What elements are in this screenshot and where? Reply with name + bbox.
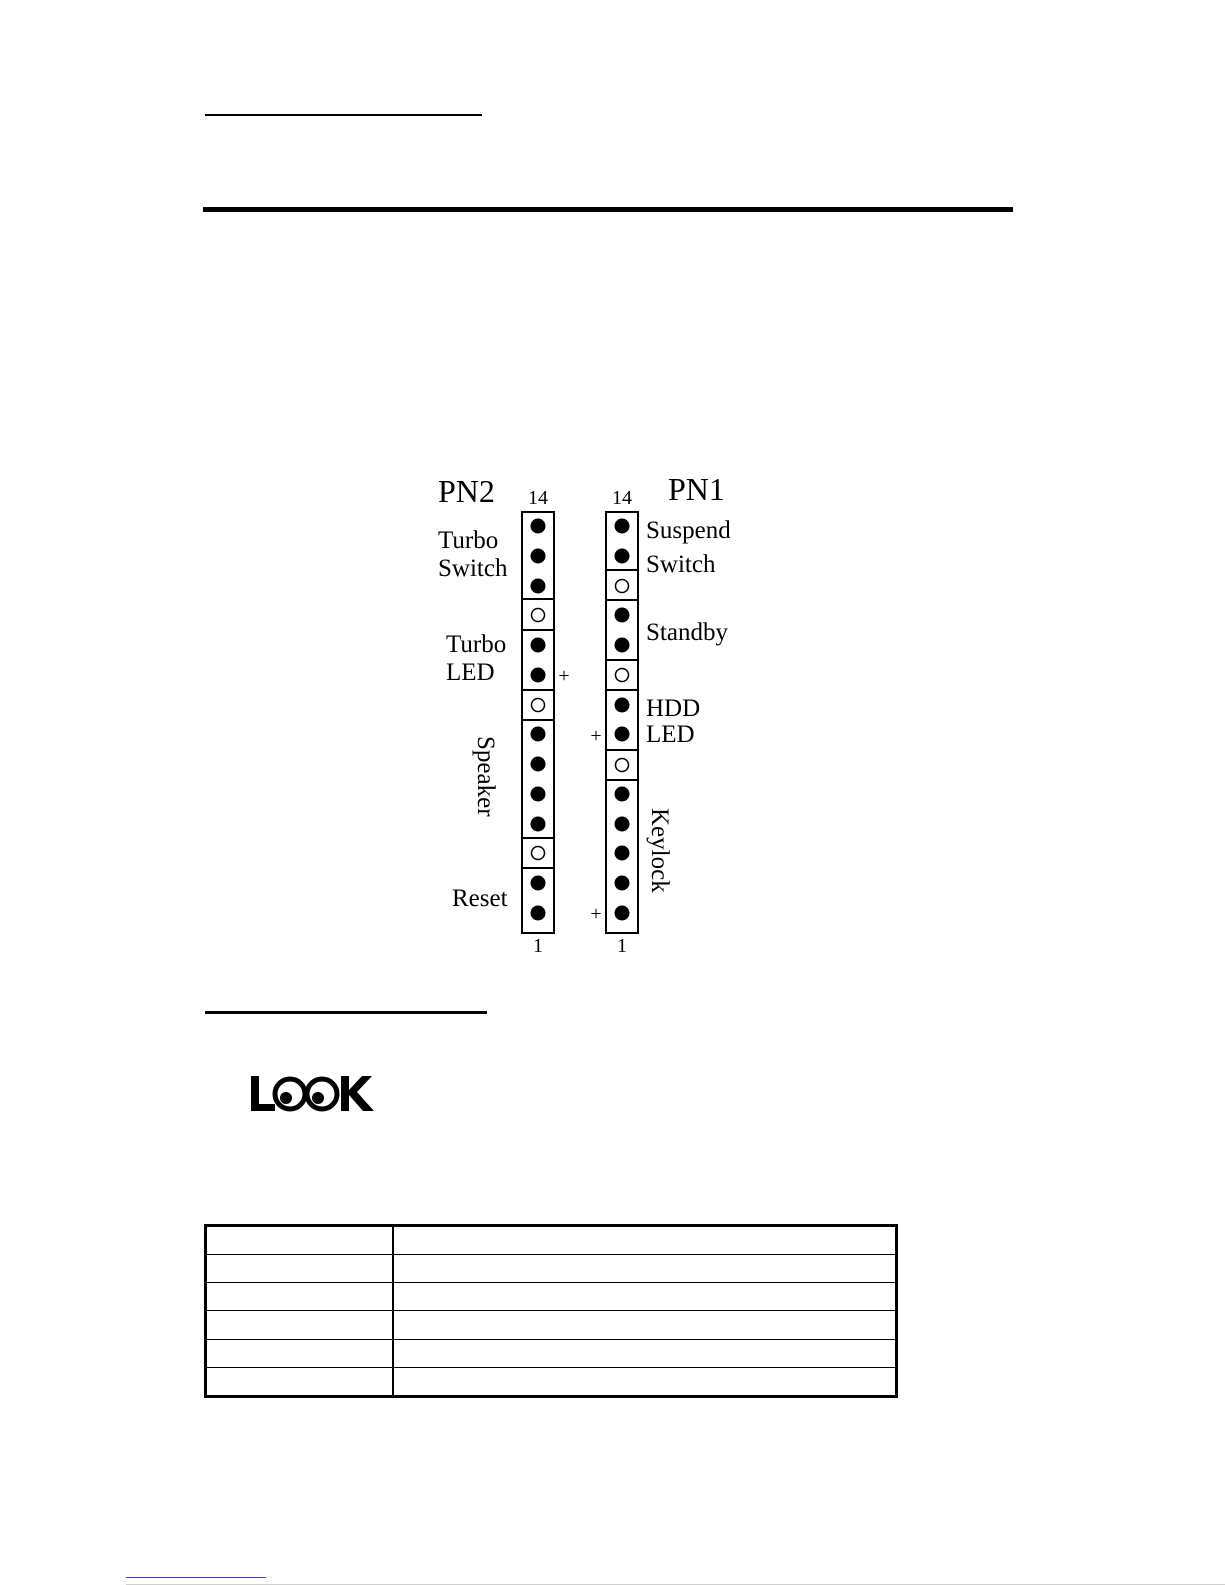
pn2-bottom-pin: 1 xyxy=(533,935,543,957)
pin xyxy=(615,787,630,802)
pin xyxy=(531,727,546,742)
pn2-title: PN2 xyxy=(438,473,495,509)
pn1-keylock-group xyxy=(606,780,638,933)
table-row xyxy=(206,1311,897,1339)
pn2-label-turbo-led-line2: LED xyxy=(446,659,495,686)
look-note-logo xyxy=(248,1070,380,1116)
pin xyxy=(531,876,546,891)
table-cell xyxy=(206,1283,394,1311)
table-cell xyxy=(206,1367,394,1396)
front-panel-connector-diagram xyxy=(380,460,820,980)
table-cell xyxy=(206,1311,394,1339)
pin xyxy=(615,817,630,832)
table-cell xyxy=(393,1255,897,1283)
table-cell xyxy=(393,1367,897,1396)
jumper-settings-table xyxy=(204,1224,898,1398)
table-cell xyxy=(206,1255,394,1283)
pn1-standby-group xyxy=(606,600,638,660)
pin xyxy=(615,846,630,861)
pn1-plus-sign-keylock: + xyxy=(590,903,602,925)
pin xyxy=(615,727,630,742)
pn1-hdd-led-group xyxy=(606,690,638,750)
pin xyxy=(615,876,630,891)
pin xyxy=(531,817,546,832)
pin xyxy=(531,757,546,772)
table-cell xyxy=(206,1226,394,1255)
pn1-top-pin: 14 xyxy=(612,487,632,509)
pn2-label-turbo-switch-line1: Turbo xyxy=(438,527,499,554)
table-row xyxy=(206,1367,897,1396)
pn1-title: PN1 xyxy=(668,471,725,507)
pin xyxy=(531,906,546,921)
pn2-top-pin: 14 xyxy=(528,487,548,509)
pn2-turbo-led-group xyxy=(522,630,554,690)
pin xyxy=(531,519,546,534)
pn2-empty-pin xyxy=(522,690,554,720)
table-row xyxy=(206,1339,897,1367)
table-cell xyxy=(393,1311,897,1339)
pin xyxy=(615,519,630,534)
pn2-plus-sign: + xyxy=(558,665,570,687)
pn1-label-suspend-switch-line1: Suspend xyxy=(646,517,731,544)
pn2-turbo-switch-group xyxy=(522,512,554,599)
pn1-label-hdd-led-line1: HDD xyxy=(646,695,701,722)
table-row xyxy=(206,1226,897,1255)
section-rule-middle xyxy=(205,1011,487,1014)
pn1-label-keylock: Keylock xyxy=(646,808,673,893)
pn1-empty-pin xyxy=(606,660,638,690)
pn1-empty-pin xyxy=(606,750,638,780)
pin xyxy=(615,638,630,653)
pn2-label-turbo-switch-line2: Switch xyxy=(438,555,508,582)
pn1-empty-pin xyxy=(606,570,638,600)
table-row xyxy=(206,1283,897,1311)
pn1-suspend-switch-group xyxy=(606,512,638,570)
table-cell xyxy=(393,1283,897,1311)
pn1-plus-sign-hdd: + xyxy=(590,725,602,747)
pn2-label-speaker: Speaker xyxy=(472,736,499,817)
pn2-label-turbo-led-line1: Turbo xyxy=(446,631,507,658)
pin xyxy=(531,549,546,564)
heading-rule xyxy=(203,207,1013,212)
footer-link-underline[interactable] xyxy=(126,1577,266,1578)
pin xyxy=(615,906,630,921)
pn1-label-suspend-switch-line2: Switch xyxy=(646,551,716,578)
pin xyxy=(531,787,546,802)
pn2-empty-pin xyxy=(522,599,554,630)
table-cell xyxy=(206,1339,394,1367)
pn2-label-reset: Reset xyxy=(452,885,508,912)
pin xyxy=(615,698,630,713)
pn2-reset-group xyxy=(522,868,554,933)
pin xyxy=(615,549,630,564)
table-row xyxy=(206,1255,897,1283)
table-cell xyxy=(393,1339,897,1367)
pin xyxy=(531,668,546,683)
pn2-speaker-group xyxy=(522,720,554,838)
pin xyxy=(531,638,546,653)
pn2-empty-pin xyxy=(522,838,554,868)
pin xyxy=(615,608,630,623)
pn1-label-standby: Standby xyxy=(646,619,728,646)
table-cell xyxy=(393,1226,897,1255)
pn1-label-hdd-led-line2: LED xyxy=(646,721,695,748)
pin xyxy=(531,579,546,594)
section-rule-top xyxy=(205,114,482,116)
pn1-bottom-pin: 1 xyxy=(617,935,627,957)
